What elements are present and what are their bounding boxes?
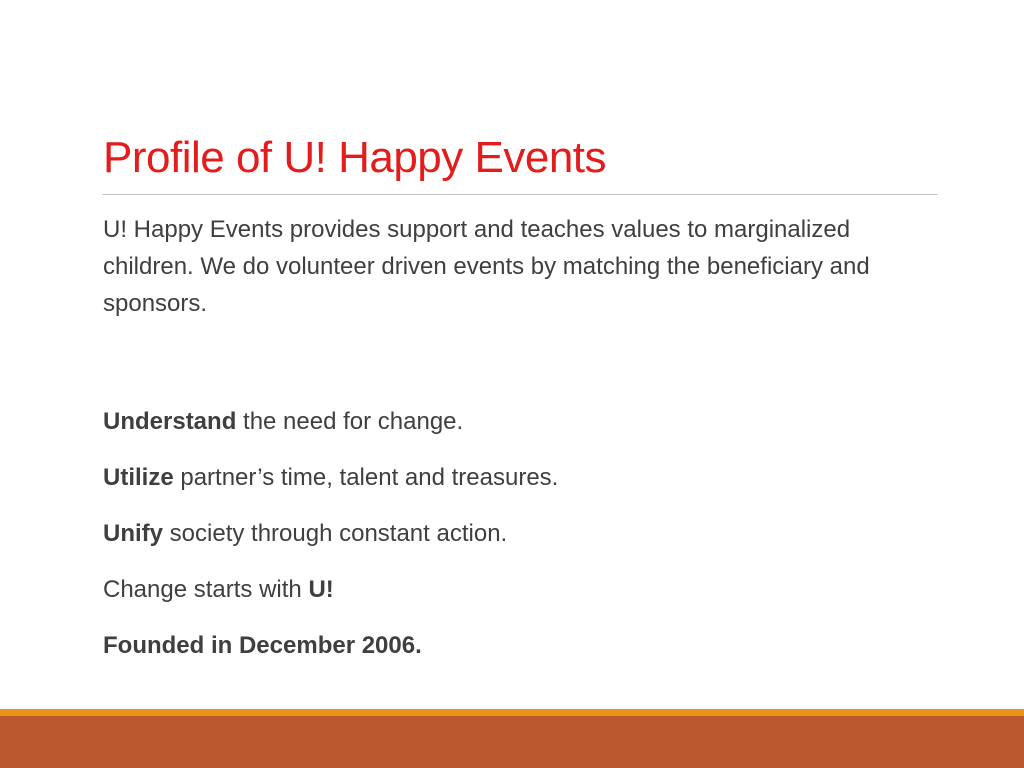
line-change-text: Change starts with bbox=[103, 576, 309, 603]
title-divider bbox=[102, 194, 938, 195]
line-founded: Founded in December 2006. bbox=[103, 632, 422, 659]
line-understand bbox=[103, 404, 903, 440]
keyword-understand: Understand bbox=[103, 408, 237, 435]
line-understand-text: the need for change. bbox=[236, 408, 464, 435]
line-utilize-text: partner’s time, talent and treasures. bbox=[173, 464, 559, 491]
keyword-utilize: Utilize bbox=[103, 464, 174, 491]
slide-title: Profile of U! Happy Events bbox=[103, 133, 607, 182]
intro-paragraph: U! Happy Events provides support and teaches values to marginalized children. We do volunteer driven events by matching the beneficiary and sponsors. bbox=[103, 216, 870, 317]
footer-accent-band bbox=[0, 709, 1024, 716]
keyword-u: U! bbox=[308, 576, 334, 603]
slide-body bbox=[103, 211, 903, 664]
line-unify-text: society through constant action. bbox=[163, 520, 508, 547]
keyword-unify: Unify bbox=[103, 520, 163, 547]
line-change bbox=[103, 572, 903, 608]
line-utilize bbox=[103, 460, 903, 496]
line-unify bbox=[103, 516, 903, 552]
footer-band bbox=[0, 716, 1024, 768]
